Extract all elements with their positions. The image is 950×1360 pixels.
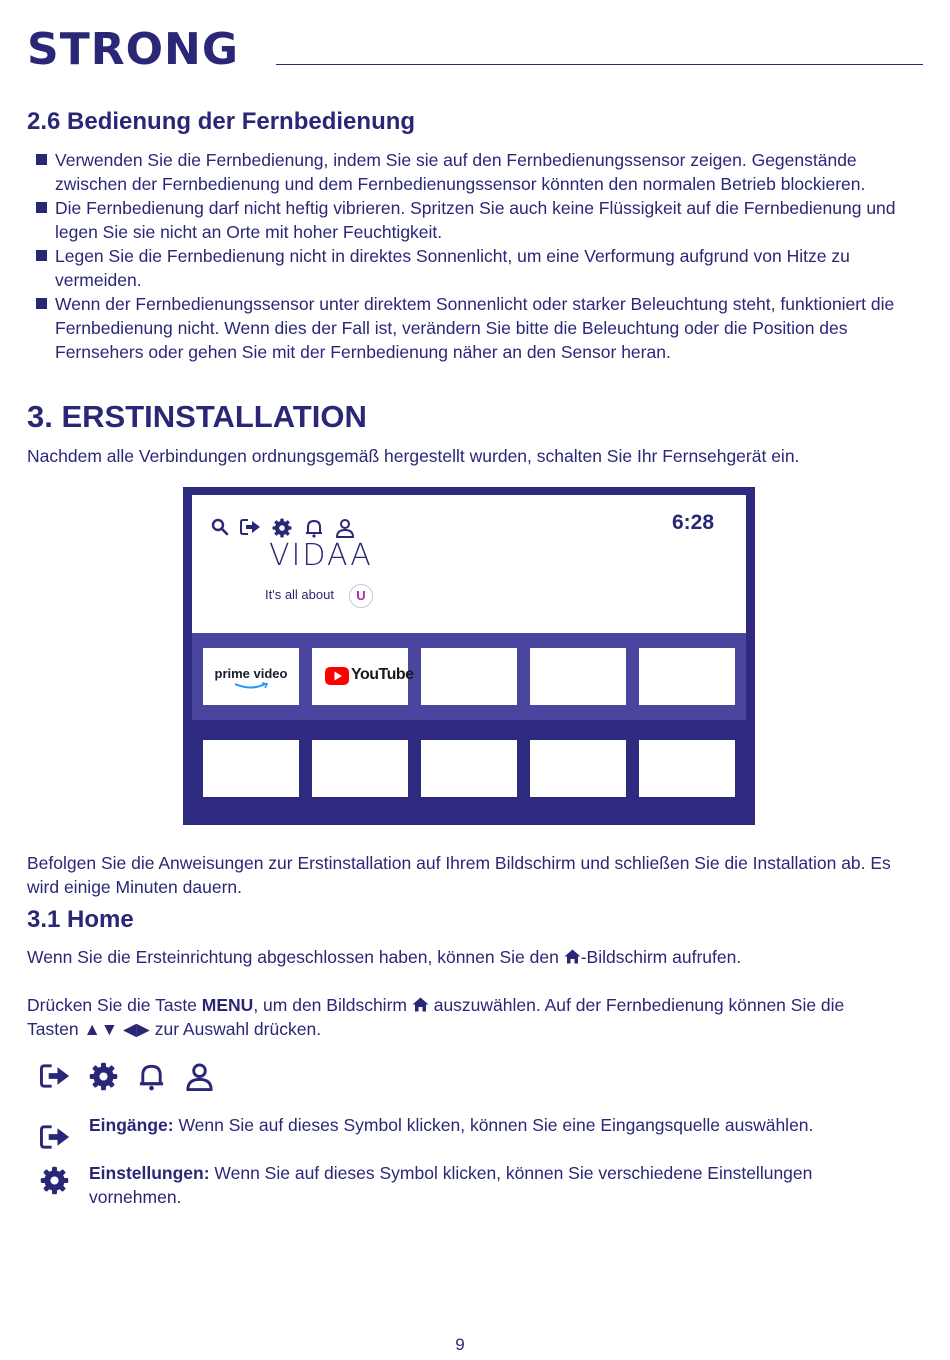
arrow-keys: ▲▼ ◀▶ — [83, 1019, 150, 1039]
tv-clock: 6:28 — [671, 511, 714, 534]
home-icon — [564, 949, 581, 964]
vidaa-logo: VIDAA — [269, 538, 373, 573]
list-item: Legen Sie die Fernbedienung nicht in direktes Sonnenlicht, um eine Verformung aufgrund von Hitze zu vermeiden. — [36, 244, 926, 292]
notification-icon — [137, 1062, 166, 1091]
section-3-1-heading: 3.1 Home — [27, 906, 134, 933]
install-follow-text: Befolgen Sie die Anweisungen zur Erstinstallation auf Ihrem Bildschirm und schließen Sie die Installation ab. Es wird einige Minuten dauern. — [27, 853, 891, 897]
remote-usage-list — [36, 148, 926, 364]
vidaa-tagline: It's all about — [265, 587, 334, 602]
app-tile-empty[interactable] — [530, 648, 626, 705]
brand-logo: STRONG — [27, 24, 239, 75]
home-paragraph-1: Wenn Sie die Ersteinrichtung abgeschlossen haben, können Sie den -Bildschirm aufrufen. — [27, 947, 742, 967]
notification-icon — [304, 518, 324, 538]
settings-icon — [89, 1062, 118, 1091]
menu-key-label: MENU — [201, 995, 254, 1015]
app-tile-empty[interactable] — [530, 740, 626, 797]
app-tile-empty[interactable] — [639, 648, 735, 705]
bullet-square — [36, 298, 47, 309]
settings-icon — [272, 518, 292, 538]
list-item: Verwenden Sie die Fernbedienung, indem Sie sie auf den Fernbedienungssensor zeigen. Gegenstände zwischen der Fernbedienung und dem Fernbedienungssensor könnten den normalen Betrieb blockieren. — [36, 148, 926, 196]
header-rule — [276, 64, 923, 65]
home-icon — [412, 997, 429, 1012]
app-tile-empty[interactable] — [421, 648, 517, 705]
tv-home-screen — [183, 487, 755, 825]
user-icon — [185, 1062, 214, 1091]
app-tile-empty[interactable] — [312, 740, 408, 797]
app-tile-prime-video[interactable]: prime video — [203, 648, 299, 705]
home-paragraph-2: Drücken Sie die Taste MENU, um den Bildschirm auszuwählen. Auf der Fernbedienung können Sie die Tasten ▲▼ ◀▶ zur Auswahl drücken. — [27, 995, 845, 1039]
vidaa-u-badge: U — [349, 584, 373, 608]
bullet-square — [36, 154, 47, 165]
app-tile-empty[interactable] — [639, 740, 735, 797]
input-icon — [40, 1123, 72, 1151]
tv-top-panel — [192, 495, 746, 633]
youtube-play-icon — [325, 667, 349, 685]
input-icon — [240, 518, 262, 536]
app-tile-empty[interactable] — [203, 740, 299, 797]
definition-inputs: Eingänge: Wenn Sie auf dieses Symbol klicken, können Sie eine Eingangsquelle auswählen. — [89, 1115, 814, 1135]
page-number: 9 — [455, 1335, 465, 1354]
input-icon — [40, 1062, 72, 1090]
app-tile-youtube[interactable]: YouTube — [312, 648, 408, 705]
install-intro: Nachdem alle Verbindungen ordnungsgemäß hergestellt wurden, schalten Sie Ihr Fernsehgerät ein. — [27, 446, 800, 466]
search-icon — [211, 518, 229, 536]
user-icon — [335, 518, 355, 538]
list-item: Wenn der Fernbedienungssensor unter direktem Sonnenlicht oder starker Beleuchtung steht, funktioniert die Fernbedienung nicht. Wenn dies der Fall ist, verändern Sie bitte die Beleuchtung oder die Position des Fernsehers oder gehen Sie mit der Fernbedienung näher an den Sensor heran. — [36, 292, 926, 364]
settings-icon — [40, 1166, 69, 1195]
definition-settings: Einstellungen: Wenn Sie auf dieses Symbol klicken, können Sie verschiedene Einstellungen vornehmen. — [89, 1163, 813, 1207]
bullet-square — [36, 202, 47, 213]
list-item: Die Fernbedienung darf nicht heftig vibrieren. Spritzen Sie auch keine Flüssigkeit auf die Fernbedienung und legen Sie sie nicht an Orte mit hoher Feuchtigkeit. — [36, 196, 926, 244]
section-3-heading: 3. ERSTINSTALLATION — [27, 399, 367, 434]
prime-smile-icon — [233, 682, 269, 690]
bullet-square — [36, 250, 47, 261]
app-tile-empty[interactable] — [421, 740, 517, 797]
section-2-6-heading: 2.6 Bedienung der Fernbedienung — [27, 108, 416, 135]
